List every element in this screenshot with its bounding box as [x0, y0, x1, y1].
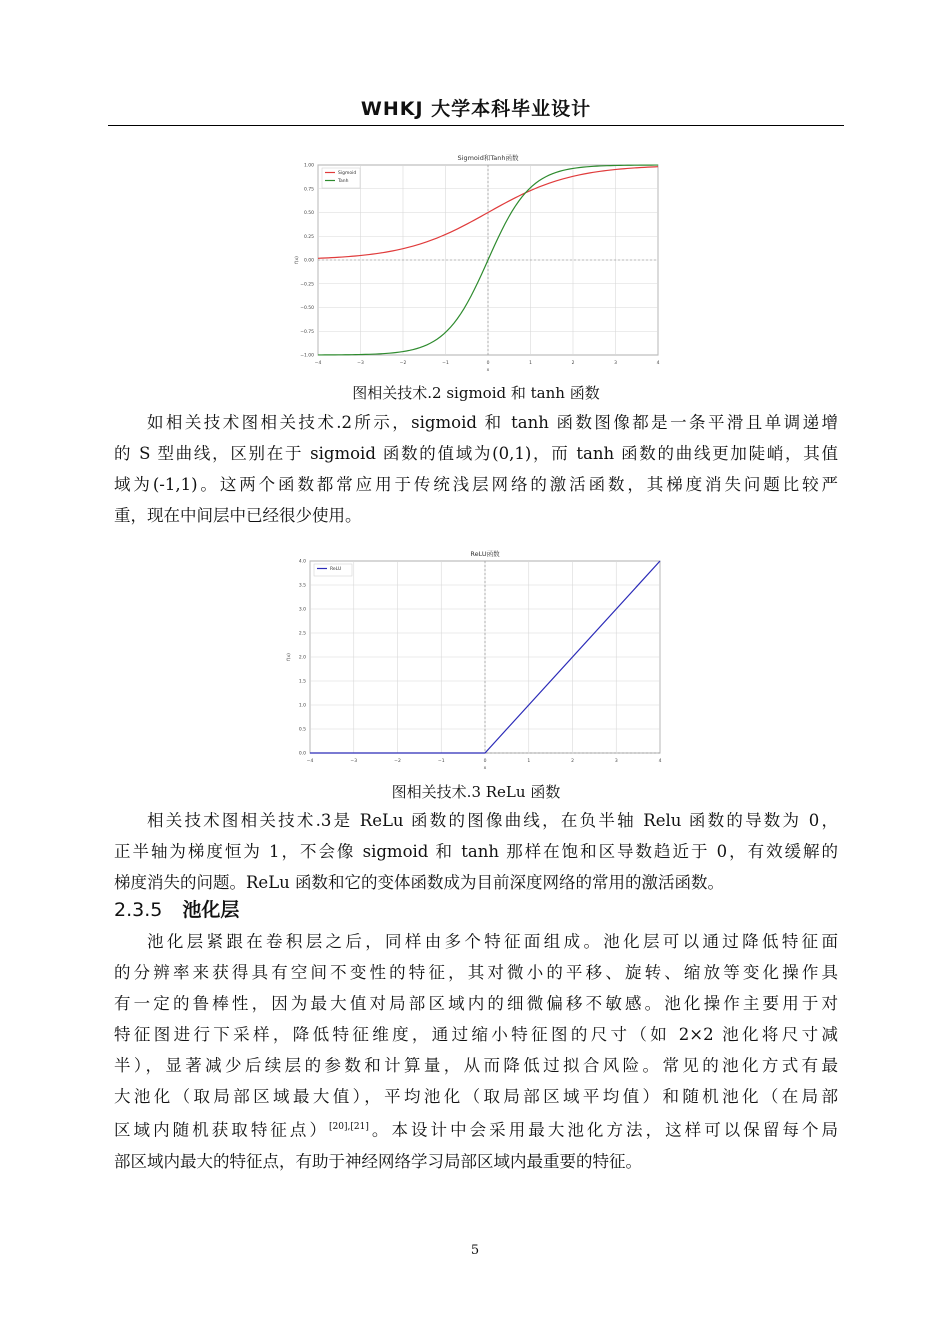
paragraph-line: 正半轴为梯度恒为 1，不会像 sigmoid 和 tanh 那样在饱和区导数趋近于 0，有效缓解的 [114, 842, 838, 861]
y-axis-label: f(x) [295, 256, 300, 264]
x-tick-label: −3 [357, 361, 364, 366]
y-tick-label: 0.50 [303, 211, 314, 217]
paragraph-line: 的分辨率来获得具有空间不变性的特征，其对微小的平移、旋转、缩放等变化操作具 [114, 963, 838, 982]
y-tick-label: −0.50 [300, 306, 314, 312]
y-tick-label: −1.00 [300, 353, 314, 359]
citation[interactable]: [20],[21] [329, 1122, 369, 1132]
y-tick-label: 3.5 [298, 583, 306, 589]
paragraph-line: 域为(-1,1)。这两个函数都常应用于传统浅层网络的激活函数，其梯度消失问题比较严 [114, 475, 838, 494]
y-tick-label: 2.0 [298, 655, 306, 661]
y-tick-label: 1.5 [298, 679, 306, 685]
header-title: WHKJ 大学本科毕业设计 [360, 98, 592, 120]
x-tick-label: 1 [529, 361, 532, 366]
legend-label: Sigmoid [338, 171, 357, 176]
sigmoid-tanh-chart [278, 150, 670, 376]
paragraph-line: 如相关技术图相关技术.2所示，sigmoid 和 tanh 函数图像都是一条平滑且单调递增 [147, 413, 838, 432]
figure1-caption: 图相关技术.2 sigmoid 和 tanh 函数 [352, 384, 600, 402]
y-tick-label: 0.25 [303, 234, 314, 240]
legend-label: Tanh [338, 179, 349, 184]
x-tick-label: 1 [527, 759, 531, 764]
chart-title: ReLU函数 [470, 550, 500, 558]
x-tick-label: 3 [614, 759, 618, 764]
x-tick-label: −4 [306, 759, 314, 764]
y-tick-label: −0.75 [300, 329, 314, 335]
legend-label: ReLU [330, 567, 342, 572]
y-tick-label: 1.0 [298, 703, 306, 709]
paragraph-line [114, 1112, 838, 1146]
y-tick-label: 0.5 [298, 727, 306, 733]
paragraph-line: 半），显著减少后续层的参数和计算量，从而降低过拟合风险。常见的池化方式有最 [114, 1056, 838, 1075]
x-tick-label: −2 [399, 361, 407, 366]
paragraph-line: 大池化（取局部区域最大值），平均池化（取局部区域平均值）和随机池化（在局部 [114, 1087, 838, 1106]
y-axis-label: f(x) [287, 653, 292, 661]
paragraph-line: 的 S 型曲线，区别在于 sigmoid 函数的值域为(0,1)，而 tanh 函数的曲线更加陡峭，其值 [114, 444, 838, 463]
x-tick-label: −1 [442, 361, 449, 366]
x-tick-label: −3 [350, 759, 358, 764]
y-tick-label: 2.5 [298, 631, 306, 637]
section-number: 2.3.5 [114, 899, 163, 921]
page-number: 5 [470, 1243, 480, 1258]
y-tick-label: 0.00 [303, 258, 314, 264]
paragraph-line: 相关技术图相关技术.3是 ReLu 函数的图像曲线，在负半轴 Relu 函数的导数为 0， [147, 811, 838, 830]
x-tick-label: 2 [571, 361, 575, 366]
y-tick-label: 4.0 [298, 559, 306, 565]
x-tick-label: 4 [658, 759, 662, 764]
paragraph-line: 梯度消失的问题。ReLu 函数和它的变体函数成为目前深度网络的常用的激活函数。 [114, 873, 725, 892]
y-tick-label: 1.00 [303, 163, 314, 169]
relu-figure [278, 547, 670, 775]
figure2-caption: 图相关技术.3 ReLu 函数 [391, 783, 561, 801]
x-tick-label: 4 [656, 361, 660, 366]
section-title: 池化层 [182, 899, 240, 921]
x-axis-label: x [483, 766, 487, 771]
paragraph-3 [114, 926, 838, 1177]
line-text: 区域内随机获取特征点） [114, 1120, 330, 1140]
paragraph-line: 部区域内最大的特征点，有助于神经网络学习局部区域内最重要的特征。 [114, 1151, 642, 1171]
section-heading [114, 895, 239, 922]
paragraph-line: 重，现在中间层中已经很少使用。 [114, 506, 362, 525]
y-tick-label: −0.25 [300, 282, 314, 288]
paragraph-2 [114, 805, 838, 898]
x-tick-label: −2 [394, 759, 401, 764]
paragraph-line: 有一定的鲁棒性，因为最大值对局部区域内的细微偏移不敏感。池化操作主要用于对 [114, 994, 838, 1013]
page-header [108, 93, 844, 126]
paragraph-line: 池化层紧跟在卷积层之后，同样由多个特征面组成。池化层可以通过降低特征面 [147, 932, 838, 951]
chart-title: Sigmoid和Tanh函数 [457, 154, 519, 162]
relu-chart [278, 547, 670, 775]
x-tick-label: 2 [571, 759, 574, 764]
x-tick-label: −1 [437, 759, 445, 764]
y-tick-label: 0.75 [303, 187, 314, 193]
y-tick-label: 0.0 [298, 751, 306, 757]
sigmoid-tanh-figure [278, 150, 670, 376]
x-tick-label: 3 [614, 361, 617, 366]
paragraph-1 [114, 407, 838, 531]
x-tick-label: 0 [486, 361, 490, 366]
x-axis-label: x [486, 368, 490, 373]
x-tick-label: −4 [314, 361, 322, 366]
x-tick-label: 0 [483, 759, 487, 764]
paragraph-line: 特征图进行下采样，降低特征维度，通过缩小特征图的尺寸（如 2×2 池化将尺寸减 [114, 1025, 838, 1044]
y-tick-label: 3.0 [298, 607, 306, 613]
line-text: 。本设计中会采用最大池化方法，这样可以保留每个局 [368, 1120, 839, 1140]
